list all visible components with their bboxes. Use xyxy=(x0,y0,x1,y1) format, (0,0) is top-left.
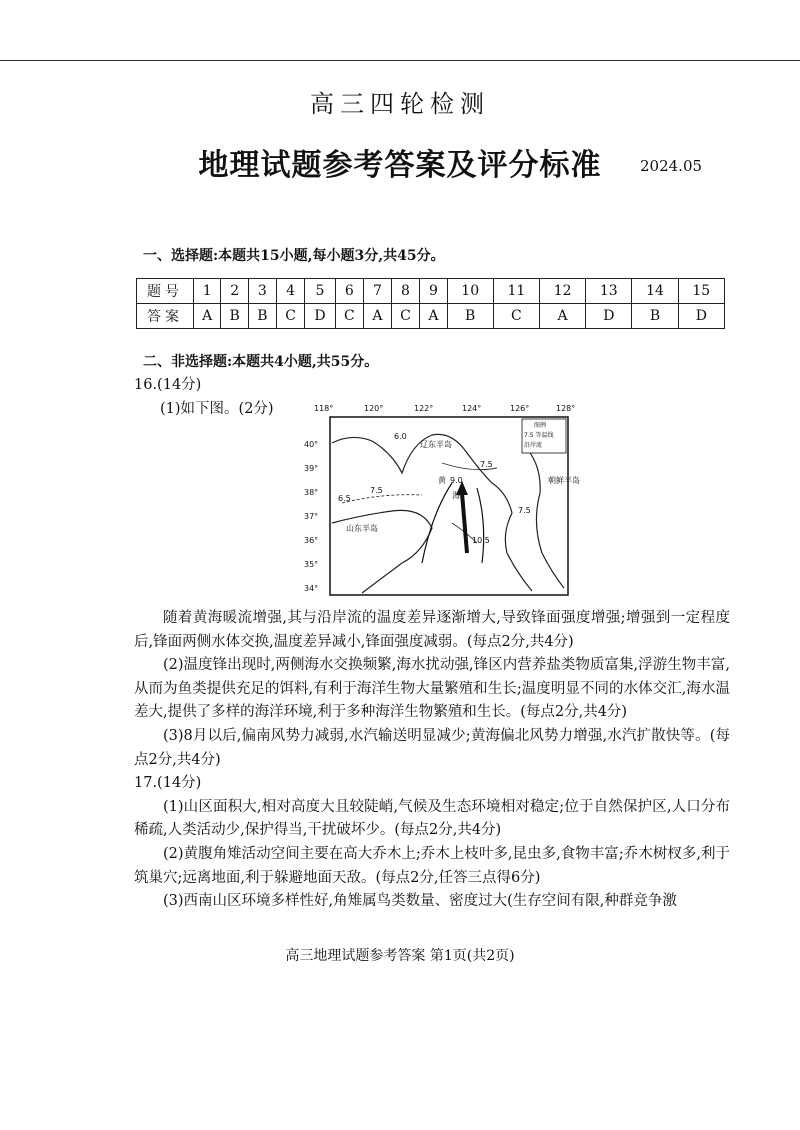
answer-cell: A xyxy=(194,304,221,329)
q-number: 7 xyxy=(364,279,391,304)
q-number: 10 xyxy=(447,279,493,304)
q-number: 12 xyxy=(540,279,586,304)
q-number: 9 xyxy=(420,279,447,304)
page-footer: 高三地理试题参考答案 第1页(共2页) xyxy=(285,948,515,964)
answer-cell: D xyxy=(305,304,335,329)
q-number: 13 xyxy=(586,279,632,304)
legend-isotherm: 7.5 等温线 xyxy=(524,432,554,439)
legend-title: 图例 xyxy=(534,422,547,429)
lon-label: 128° xyxy=(556,404,576,413)
q-number: 8 xyxy=(391,279,420,304)
lat-label: 38° xyxy=(304,488,319,497)
section1-heading: 一、选择题:本题共15小题,每小题3分,共45分。 xyxy=(143,248,445,264)
paragraph: (2)黄腹角雉活动空间主要在高大乔木上;乔木上枝叶多,昆虫多,食物丰富;乔木树杈多,利于筑巢穴;远离地面,利于躲避地面天敌。(每点2分,任答三点得6分) xyxy=(134,845,730,886)
page-title: 地理试题参考答案及评分标准 xyxy=(198,148,602,183)
yellow-sea-map xyxy=(302,403,592,599)
isotherm-label: 9.0 xyxy=(450,476,463,485)
lat-label: 34° xyxy=(304,584,319,593)
coastline xyxy=(332,434,532,591)
lat-label: 36° xyxy=(304,536,319,545)
row-label-number: 题号 xyxy=(137,279,194,304)
paragraph: (1)山区面积大,相对高度大且较陡峭,气候及生态环境相对稳定;位于自然保护区,人口分布稀疏,人类活动少,保护得当,干扰破坏少。(每点2分,共4分) xyxy=(134,798,730,839)
legend-current: 沿岸流 xyxy=(524,442,543,449)
answer-cell: B xyxy=(249,304,277,329)
top-rule xyxy=(0,60,800,61)
q17-title: 17.(14分) xyxy=(134,775,202,792)
isotherm-label: 7.5 xyxy=(518,506,531,515)
coastline xyxy=(332,510,432,593)
q-number: 1 xyxy=(194,279,221,304)
region-label: 山东半岛 xyxy=(346,524,378,533)
coastline xyxy=(522,443,564,588)
isotherm-label: 7.5 xyxy=(370,486,383,495)
answer-cell: C xyxy=(391,304,420,329)
answer-cell: A xyxy=(364,304,391,329)
lat-label: 37° xyxy=(304,512,319,521)
date-label: 2024.05 xyxy=(640,157,703,175)
warm-current-arrow xyxy=(462,493,467,553)
question-number-row xyxy=(137,279,725,304)
lon-label: 118° xyxy=(314,404,334,413)
q-number: 4 xyxy=(276,279,305,304)
answer-cell: C xyxy=(493,304,539,329)
row-label-answer: 答案 xyxy=(137,304,194,329)
paragraph: (3)西南山区环境多样性好,角雉属鸟类数量、密度过大(生存空间有限,种群竞争激 xyxy=(163,893,677,910)
lon-label: 124° xyxy=(462,404,482,413)
q-number: 11 xyxy=(493,279,539,304)
paragraph: (3)8月以后,偏南风势力减弱,水汽输送明显减少;黄海偏北风势力增强,水汽扩散快等。(每点2分,共4分) xyxy=(134,727,730,768)
isotherm xyxy=(342,495,422,503)
coastal-current xyxy=(422,483,452,563)
answer-cell: A xyxy=(540,304,586,329)
answer-cell: C xyxy=(276,304,305,329)
answer-cell: B xyxy=(632,304,678,329)
section2-heading: 二、非选择题:本题共4小题,共55分。 xyxy=(143,354,379,370)
lon-label: 126° xyxy=(510,404,530,413)
q16-part1: (1)如下图。(2分) xyxy=(160,401,274,417)
answer-cell: D xyxy=(678,304,724,329)
answer-table xyxy=(136,278,725,329)
answer-cell: B xyxy=(221,304,249,329)
q-number: 6 xyxy=(335,279,364,304)
lat-label: 35° xyxy=(304,560,319,569)
sea-label: 海 xyxy=(452,491,460,500)
sea-label: 黄 xyxy=(438,476,446,485)
paragraph: 随着黄海暖流增强,其与沿岸流的温度差异逐渐增大,导致锋面强度增强;增强到一定程度后,锋面两侧水体交换,温度差异减小,锋面强度减弱。(每点2分,共4分) xyxy=(134,610,730,650)
q-number: 5 xyxy=(305,279,335,304)
lon-label: 120° xyxy=(364,404,384,413)
isotherm-label: 6.0 xyxy=(394,432,407,441)
region-label: 辽东半岛 xyxy=(420,440,452,449)
isotherm-label: 6.5 xyxy=(338,494,351,503)
q-number: 15 xyxy=(678,279,724,304)
isotherm-label: 10.5 xyxy=(472,536,490,545)
q-number: 2 xyxy=(221,279,249,304)
answer-cell: A xyxy=(420,304,447,329)
q16-title: 16.(14分) xyxy=(134,377,202,393)
answer-cell: B xyxy=(447,304,493,329)
isotherm-label: 7.5 xyxy=(480,460,493,469)
q16-answer-1 xyxy=(134,607,730,914)
answer-cell: C xyxy=(335,304,364,329)
lat-label: 40° xyxy=(304,440,319,449)
region-label: 朝鲜半岛 xyxy=(548,476,580,485)
q-number: 3 xyxy=(249,279,277,304)
exam-subtitle: 高三四轮检测 xyxy=(310,90,490,118)
paragraph: (2)温度锋出现时,两侧海水交换频繁,海水扰动强,锋区内营养盐类物质富集,浮游生物丰富,从而为鱼类提供充足的饵料,有利于海洋生物大量繁殖和生长;温度明显不同的水体交汇,海水温差大,提供了多样的海洋环境,利于多种海洋生物繁殖和生长。(每点2分,共4分) xyxy=(134,657,730,721)
answer-cell: D xyxy=(586,304,632,329)
lat-label: 39° xyxy=(304,464,319,473)
map-svg xyxy=(302,403,592,599)
lon-label: 122° xyxy=(414,404,434,413)
coastal-current xyxy=(477,488,484,563)
q-number: 14 xyxy=(632,279,678,304)
answer-row xyxy=(137,304,725,329)
